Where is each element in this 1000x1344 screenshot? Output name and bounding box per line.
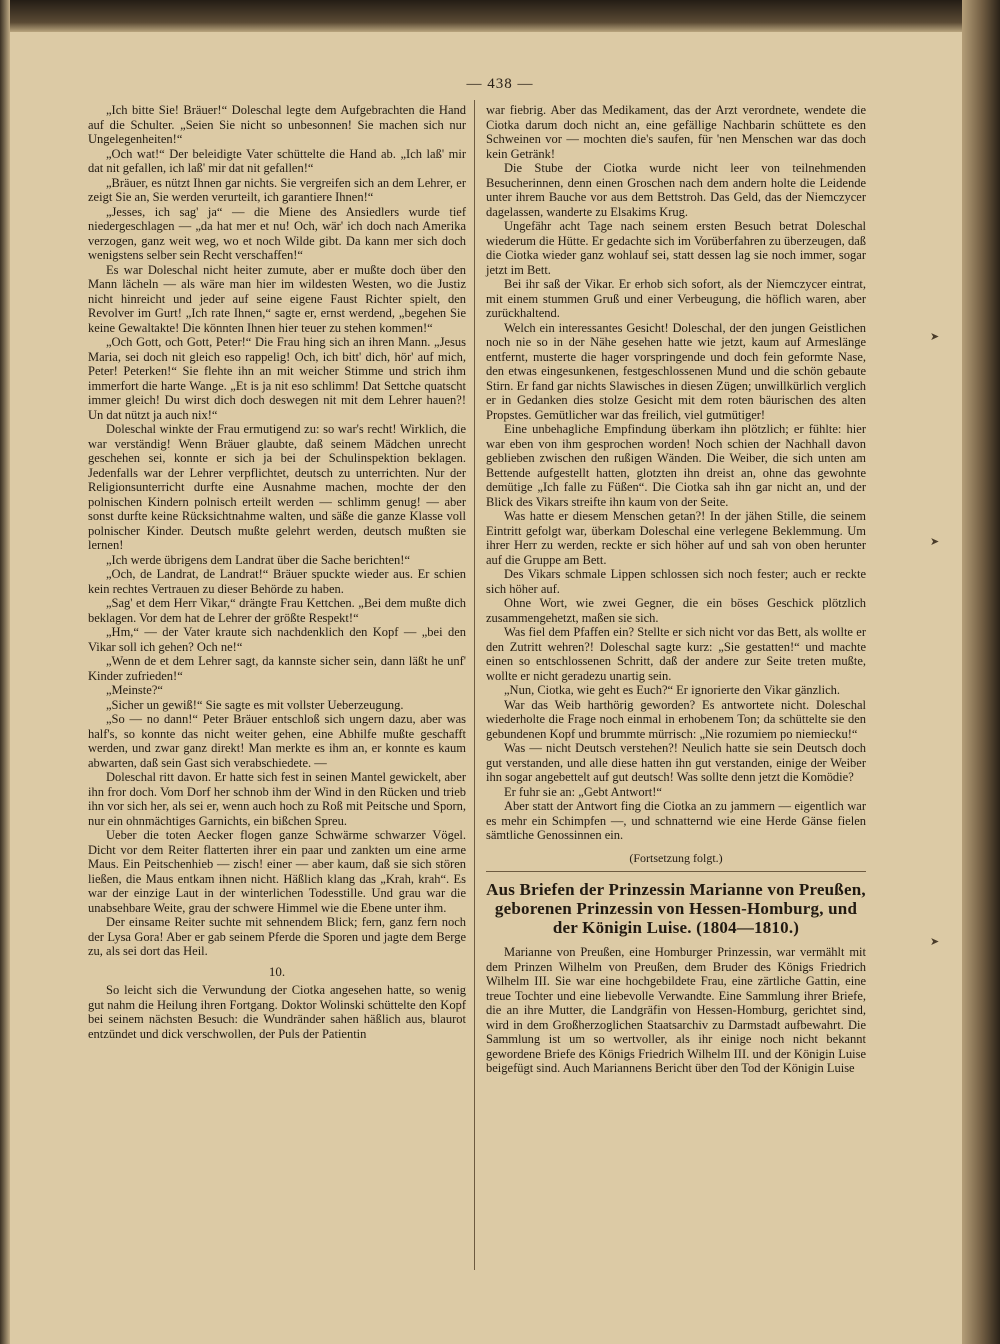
continuation-note: (Fortsetzung folgt.) [629, 850, 723, 865]
paragraph: Was fiel dem Pfaffen ein? Stellte er sich nicht vor das Bett, als wollte er den Zutritt wehren?! Doleschal sagte kurz: „Sie gestatten!“ und machte einen so entschlossenen Schritt, daß der andere zur Seite treten mußte, wollte er nicht geradezu unartig sein. [486, 625, 866, 683]
margin-arrow-icon: ➤ [930, 536, 940, 548]
paragraph: „Jesses, ich sag' ja“ — die Miene des Ansiedlers wurde tief niedergeschlagen — „da hat mer et nu! Och, wär' ich doch nach Amerika verzogen, ganz weit weg, wo et noch Wilde gibt. Da kann mer sich doch wenigstens selber sein Recht verschaffen!“ [88, 204, 466, 262]
paragraph: „Ich bitte Sie! Bräuer!“ Doleschal legte dem Aufgebrachten die Hand auf die Schulter. „Seien Sie nicht so unbesonnen! Sie machen sich nur Ungelegenheiten!“ [88, 103, 466, 146]
scan-left-edge [0, 0, 10, 1344]
scan-top-edge [0, 0, 1000, 32]
paragraph: „Och Gott, och Gott, Peter!“ Die Frau hing sich an ihren Mann. „Jesus Maria, sei doch nit gleich eso rappelig! Och, ich bitt' dich, hör' auf mich, Peter! Peterken!“ Sie flehte ihn an mit weicher Stimme und strich ihm immerfort die harte Wange. „Et is ja nit eso schlimm! Dat Settche quatscht immer gleich! Du wirst dich doch deswegen nit mit dem Lehrer hauen?! Un dat nützt ja auch nix!“ [88, 335, 466, 422]
paragraph: Welch ein interessantes Gesicht! Doleschal, der den jungen Geistlichen noch nie so in der Nähe gesehen hatte wie jetzt, kaum auf Armeslänge entfernt, musterte die hager vorspringende und doch fein geformte Nase, den etwas eingesunkenen, festgeschlossenen Mund und die schön gebaute Stirn. Er fand gar nichts Slawisches in diesen Zügen; unwillkürlich verglich er in Gedanken dies stolze Gesicht mit dem roten bäurischen des alten Propstes. Gemütlicher war das freilich, viel gutmütiger! [486, 320, 866, 422]
paragraph: Bei ihr saß der Vikar. Er erhob sich sofort, als der Niemczycer eintrat, mit einem stummen Gruß und einer Verbeugung, die höflich waren, aber zurückhaltend. [486, 277, 866, 320]
paragraph: „Och wat!“ Der beleidigte Vater schüttelte die Hand ab. „Ich laß' mir dat nit gefallen, ich laß' mir dat nit gefallen!“ [88, 146, 466, 175]
paragraph: „Bräuer, es nützt Ihnen gar nichts. Sie vergreifen sich an dem Lehrer, er zeigt Sie an, Sie werden verurteilt, ich garantiere Ihnen!“ [88, 175, 466, 204]
paragraph: War das Weib harthörig geworden? Es antwortete nicht. Doleschal wiederholte die Frage noch einmal in erhobenem Ton; da schüttelte sie den gebundenen Kopf und brummte mürrisch: „Nie rozumiem po niemiecku!“ [486, 697, 866, 741]
paragraph: Ohne Wort, wie zwei Gegner, die ein böses Geschick plötzlich zusammengehetzt, maßen sie sich. [486, 596, 866, 625]
paragraph: Aber statt der Antwort fing die Ciotka an zu jammern — eigentlich war es mehr ein Schimpfen —, und schnatternd wie eine Herde Gänse fielen sämtliche Genossinnen ein. [486, 799, 866, 842]
paragraph: So leicht sich die Verwundung der Ciotka angesehen hatte, so wenig gut nahm die Heilung ihren Fortgang. Doktor Wolinski schüttelte den Kopf bei seinem nächsten Besuch: die Wundränder sahen häßlich aus, blaurot entzündet und dick verschwollen, der Puls der Patientin [88, 983, 466, 1041]
column-divider [474, 100, 475, 1270]
paragraph: Doleschal ritt davon. Er hatte sich fest in seinen Mantel gewickelt, aber ihn fror doch. Vom Dorf her schnob ihm der Wind in den Rücken und trieb ihn vor sich her, als sei er, wenn auch hoch zu Roß mit Peitsche und Sporn, nur ein ohnmächtiges Garnichts, ein bißchen Spreu. [88, 770, 466, 828]
paragraph: „Sicher un gewiß!“ Sie sagte es mit vollster Ueberzeugung. [106, 697, 404, 712]
paragraph: „Ich werde übrigens dem Landrat über die Sache berichten!“ [106, 552, 411, 567]
paragraph: Was — nicht Deutsch verstehen?! Neulich hatte sie sein Deutsch doch gut verstanden, und alle diese hatten ihn gut verstanden, einige der Weiber ihn sogar angebettelt auf gut deutsch! Was sollte denn jetzt die Komödie? [486, 741, 866, 784]
right-column [486, 103, 866, 1076]
paragraph: „Och, de Landrat, de Landrat!“ Bräuer spuckte wieder aus. Er schien kein rechtes Vertrauen zu dieser Behörde zu haben. [88, 567, 466, 596]
paragraph: „Sag' et dem Herr Vikar,“ drängte Frau Kettchen. „Bei dem mußte dich beklagen. Vor dem hat de Lehrer der größte Respekt!“ [88, 596, 466, 625]
paragraph: „Wenn de et dem Lehrer sagt, da kannste sicher sein, dann läßt he unf' Kinder zufrieden!“ [88, 654, 466, 683]
paragraph: Die Stube der Ciotka wurde nicht leer von teilnehmenden Besucherinnen, denn einen Groschen nach dem andern holte die Leidende unter ihrem Bauche vor aus dem Bettstroh. Das Geld, das der Niemczycer dagelassen, wanderte zu Elsakims Krug. [486, 161, 866, 219]
paragraph: Es war Doleschal nicht heiter zumute, aber er mußte doch über den Mann lächeln — als wäre man hier im wildesten Westen, wo die Justiz nicht hinreicht und jeder auf seine eigene Faust Richter spielt, den Revolver im Gurt! „Ich rate Ihnen,“ sagte er, ernst werdend, „begehen Sie keine Gewaltakte! Die könnten Ihnen hier teuer zu stehen kommen!“ [88, 262, 466, 335]
margin-arrow-icon: ➤ [930, 936, 940, 948]
margin-arrow-icon: ➤ [930, 331, 940, 343]
scan-right-edge [962, 0, 1000, 1344]
section-number: 10. [268, 963, 286, 979]
paragraph: „Meinste?“ [106, 683, 163, 697]
paragraph: Des Vikars schmale Lippen schlossen sich noch fester; auch er reckte sich höher auf. [486, 567, 866, 596]
paragraph: Ungefähr acht Tage nach seinem ersten Besuch betrat Doleschal wiederum die Hütte. Er gedachte sich im Vorüberfahren zu überzeugen, daß die Ciotka wieder ganz wohlauf sei, statt dessen lag sie noch immer, sogar jetzt im Bett. [486, 219, 866, 277]
paragraph: Ueber die toten Aecker flogen ganze Schwärme schwarzer Vögel. Dicht vor dem Reiter flatterten ihrer ein paar und zankten um eine arme Maus. Ein Peitschenhieb — zisch! einer — aber kaum, daß sie sich stören ließen, die Maus entkam ihnen nicht. Häßlich klang das „Krah, krah“. Es war der einzige Laut in der winterlichen Todesstille. Und grau war die unabsehbare Weite, grau der schwere Himmel wie die Ebene unter ihm. [88, 828, 466, 915]
article-paragraph: Marianne von Preußen, eine Homburger Prinzessin, war vermählt mit dem Prinzen Wilhelm von Preußen, dem Bruder des Königs Friedrich Wilhelm III. Sie war eine hochgebildete Frau, eine zärtliche Gattin, eine treue Tochter und eine liebevolle Verwandte. Eine Sammlung ihrer Briefe, die an ihre Mutter, die Landgräfin von Hessen-Homburg, gerichtet sind, wird in dem Großherzoglichen Staatsarchiv zu Darmstadt aufbewahrt. Die Sammlung ist um so wertvoller, als ihr einige noch nicht bekannt gewordene Briefe des Königs Friedrich Wilhelm III. und der Königin Luise beigefügt sind. Auch Mariannens Bericht über den Tod der Königin Luise [486, 945, 866, 1075]
article-separator [486, 871, 866, 872]
article-title: Aus Briefen der Prinzessin Marianne von Preußen, geborenen Prinzessin von Hessen-Homburg, und der Königin Luise. (1804—1810.) [486, 880, 866, 937]
left-column [88, 103, 466, 1041]
paragraph: Der einsame Reiter suchte mit sehnendem Blick; fern, ganz fern noch der Lysa Gora! Aber er gab seinem Pferde die Sporen und jagte dem Berge zu, als sei dort das Heil. [88, 915, 466, 958]
paragraph: Doleschal winkte der Frau ermutigend zu: so war's recht! Wirklich, die war verständig! Wenn Bräuer glaubte, daß seinem Mädchen unrecht geschehen sei, konnte er sich ja bei der Schulinspektion beklagen. Jedenfalls war der Lehrer verpflichtet, deutsch zu unterrichten. Nur der Religionsunterricht durfte eine Ausnahme machen, mochte der den polnischen Kindern polnisch erteilt werden — schlimm genug! — aber sonst durfte keine Rücksichtnahme walten, und säße die ganze Klasse voll polnischer Kinder. Deutsch mußte gelehrt werden, deutsch mußten sie lernen! [88, 422, 466, 552]
paragraph: Er fuhr sie an: „Gebt Antwort!“ [504, 784, 662, 799]
paragraph: Was hatte er diesem Menschen getan?! In der jähen Stille, die seinem Eintritt gefolgt war, überkam Doleschal eine verlegene Beklemmung. Um ihrer Herr zu werden, reckte er sich höher auf und sah von oben herunter auf die Gruppe am Bett. [486, 509, 866, 567]
paragraph: war fiebrig. Aber das Medikament, das der Arzt verordnete, wendete die Ciotka darum doch nicht an, eine gefällige Nachbarin schüttete es den Schweinen vor — mochten die's saufen, für 'nen Menschen war das doch kein Getränk! [486, 103, 866, 161]
paragraph: „So — no dann!“ Peter Bräuer entschloß sich ungern dazu, aber was half's, so konnte das nicht weiter gehen, eine Abhilfe mußte geschafft werden, und zwar ganz direkt! Man merkte es ihm an, er konnte es kaum abwarten, daß sein Gast sich verabschiedete. — [88, 712, 466, 770]
paragraph: „Hm,“ — der Vater kraute sich nachdenklich den Kopf — „bei den Vikar soll ich gehen? Och ne!“ [88, 625, 466, 654]
paragraph: Eine unbehagliche Empfindung überkam ihn plötzlich; er fühlte: hier war eben von ihm gesprochen worden! Noch schien der Nachhall davon geblieben zwischen den rußigen Wänden. Die Weiber, die sich unten am Bettende aufgestellt hatten, glotzten ihn dreist an, ohne das gewohnte demütige „Ich falle zu Füßen“. Die Ciotka sah ihn gar nicht an, und der Blick des Vikars streifte ihn kaum von der Seite. [486, 422, 866, 509]
paragraph: „Nun, Ciotka, wie geht es Euch?“ Er ignorierte den Vikar gänzlich. [504, 683, 841, 697]
page-number: — 438 — [466, 76, 534, 92]
